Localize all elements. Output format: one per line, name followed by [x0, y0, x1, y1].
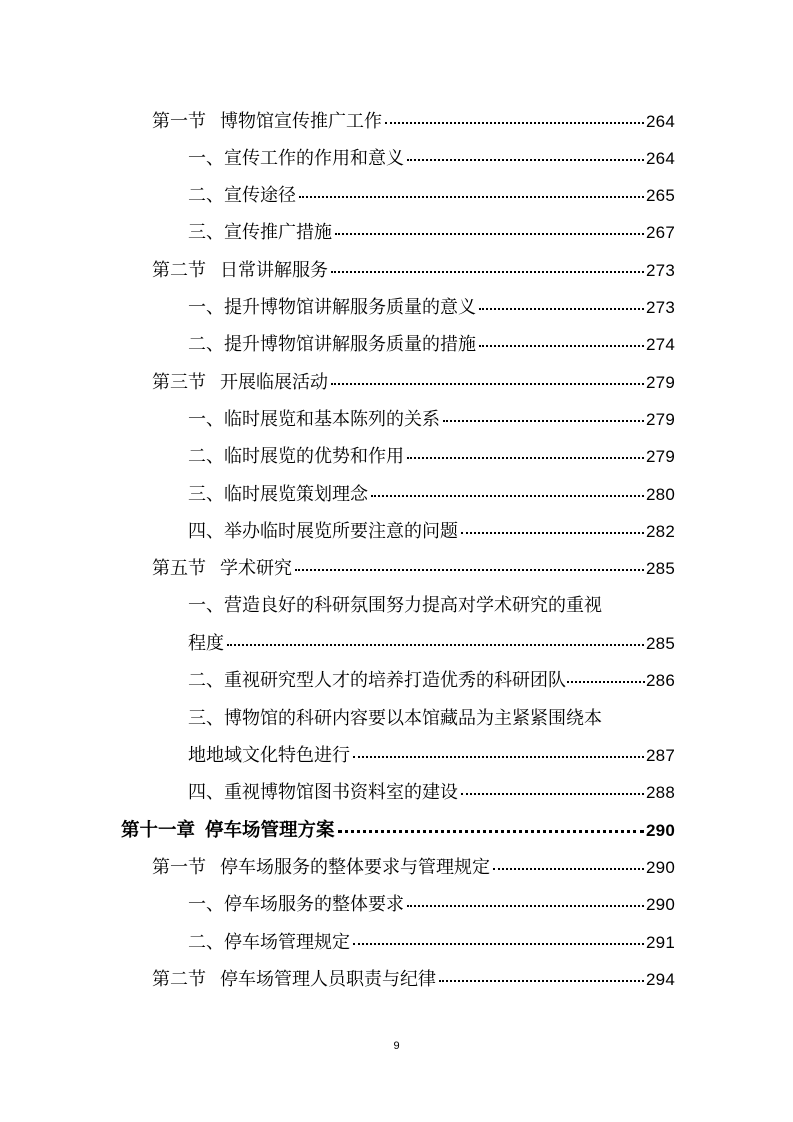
- toc-entry-title-first-line[interactable]: 一、营造良好的科研氛围努力提高对学术研究的重视: [188, 595, 602, 616]
- dot-leader: [338, 830, 645, 833]
- toc-page-number: 290: [646, 858, 675, 877]
- dot-leader: [353, 756, 644, 758]
- toc-section-entry[interactable]: [152, 368, 675, 394]
- toc-page-number: 264: [646, 112, 675, 131]
- toc-chapter-entry[interactable]: [121, 816, 675, 842]
- toc-page-number: 265: [646, 186, 675, 205]
- toc-subsection-entry[interactable]: [188, 293, 675, 319]
- toc-section-entry[interactable]: [152, 853, 675, 879]
- toc-subsection-entry[interactable]: [188, 741, 675, 767]
- toc-page-number: 274: [646, 335, 675, 354]
- toc-page-number: 279: [646, 373, 675, 392]
- toc-entry-title: 二、宣传途径: [188, 185, 296, 206]
- toc-page-number: 273: [646, 261, 675, 280]
- toc-page-number: 279: [646, 447, 675, 466]
- toc-page-number: 294: [646, 970, 675, 989]
- toc-entry-title-continuation: 程度: [188, 633, 224, 654]
- toc-section-entry[interactable]: [152, 554, 675, 580]
- toc-subsection-entry[interactable]: [188, 928, 675, 954]
- dot-leader: [371, 495, 644, 497]
- toc-entry-title: 一、临时展览和基本陈列的关系: [188, 409, 440, 430]
- toc-entry-title-first-line[interactable]: 三、博物馆的科研内容要以本馆藏品为主紧紧围绕本: [188, 708, 602, 729]
- dot-leader: [331, 271, 644, 273]
- dot-leader: [461, 532, 644, 534]
- toc-subsection-entry[interactable]: [188, 218, 675, 244]
- dot-leader: [295, 569, 644, 571]
- toc-entry-title: 四、举办临时展览所要注意的问题: [188, 521, 458, 542]
- toc-entry-title: 三、宣传推广措施: [188, 222, 332, 243]
- toc-subsection-entry[interactable]: [188, 778, 675, 804]
- dot-leader: [479, 345, 644, 347]
- toc-entry-title: 停车场管理方案: [205, 820, 335, 841]
- toc-subsection-entry[interactable]: [188, 480, 675, 506]
- toc-subsection-entry[interactable]: [188, 405, 675, 431]
- toc-subsection-entry[interactable]: [188, 330, 675, 356]
- dot-leader: [567, 681, 645, 683]
- toc-entry-title-continuation: 地地域文化特色进行: [188, 745, 350, 766]
- toc-entry-title: 学术研究: [220, 558, 292, 579]
- toc-entry-title: 博物馆宣传推广工作: [220, 111, 382, 132]
- toc-section-label: 第二节: [152, 260, 206, 281]
- toc-subsection-entry[interactable]: [188, 517, 675, 543]
- toc-page-number: 282: [646, 522, 675, 541]
- page-number: 9: [393, 1040, 400, 1052]
- toc-entry-title: 一、提升博物馆讲解服务质量的意义: [188, 297, 476, 318]
- dot-leader: [443, 420, 644, 422]
- toc-page-number: 290: [646, 821, 675, 840]
- toc-entry-title: 停车场管理人员职责与纪律: [220, 969, 436, 990]
- toc-section-entry[interactable]: [152, 965, 675, 991]
- toc-entry-title: 开展临展活动: [220, 372, 328, 393]
- dot-leader: [331, 383, 644, 385]
- dot-leader: [227, 644, 644, 646]
- toc-section-entry[interactable]: [152, 107, 675, 133]
- dot-leader: [439, 980, 644, 982]
- toc-section-entry[interactable]: [152, 256, 675, 282]
- toc-page-number: 285: [646, 634, 675, 653]
- toc-chapter-label: 第十一章: [121, 820, 196, 841]
- toc-page-number: 280: [646, 485, 675, 504]
- toc-entry-title: 停车场服务的整体要求与管理规定: [220, 857, 490, 878]
- dot-leader: [335, 233, 644, 235]
- toc-page-number: 288: [646, 783, 675, 802]
- dot-leader: [407, 905, 644, 907]
- toc-section-label: 第一节: [152, 111, 206, 132]
- toc-page-number: 290: [646, 895, 675, 914]
- toc-subsection-entry[interactable]: [188, 442, 675, 468]
- dot-leader: [353, 943, 644, 945]
- toc-page-number: 279: [646, 410, 675, 429]
- toc-page-number: 287: [646, 746, 675, 765]
- dot-leader: [407, 457, 644, 459]
- toc-section-label: 第二节: [152, 969, 206, 990]
- toc-subsection-entry[interactable]: [188, 629, 675, 655]
- dot-leader: [407, 159, 644, 161]
- toc-subsection-entry[interactable]: [188, 181, 675, 207]
- toc-page-number: 285: [646, 559, 675, 578]
- toc-page-number: 286: [646, 671, 675, 690]
- toc-entry-title: 三、临时展览策划理念: [188, 484, 368, 505]
- toc-subsection-entry[interactable]: [188, 144, 675, 170]
- toc-page-number: 267: [646, 223, 675, 242]
- dot-leader: [299, 196, 644, 198]
- toc-section-label: 第一节: [152, 857, 206, 878]
- dot-leader: [385, 122, 644, 124]
- toc-entry-title: 四、重视博物馆图书资料室的建设: [188, 782, 458, 803]
- toc-entry-title: 二、临时展览的优势和作用: [188, 446, 404, 467]
- dot-leader: [493, 868, 644, 870]
- toc-page-number: 264: [646, 149, 675, 168]
- toc-page-number: 291: [646, 933, 675, 952]
- toc-entry-title: 日常讲解服务: [220, 260, 328, 281]
- toc-entry-title: 二、提升博物馆讲解服务质量的措施: [188, 334, 476, 355]
- toc-entry-title: 二、停车场管理规定: [188, 932, 350, 953]
- toc-page-number: 273: [646, 298, 675, 317]
- toc-subsection-entry[interactable]: [188, 666, 675, 692]
- dot-leader: [461, 793, 644, 795]
- toc-entry-title: 二、重视研究型人才的培养打造优秀的科研团队: [188, 670, 566, 691]
- toc-entry-title: 一、停车场服务的整体要求: [188, 894, 404, 915]
- toc-subsection-entry[interactable]: [188, 890, 675, 916]
- toc-section-label: 第三节: [152, 372, 206, 393]
- toc-entry-title: 一、宣传工作的作用和意义: [188, 148, 404, 169]
- toc-section-label: 第五节: [152, 558, 206, 579]
- dot-leader: [479, 308, 644, 310]
